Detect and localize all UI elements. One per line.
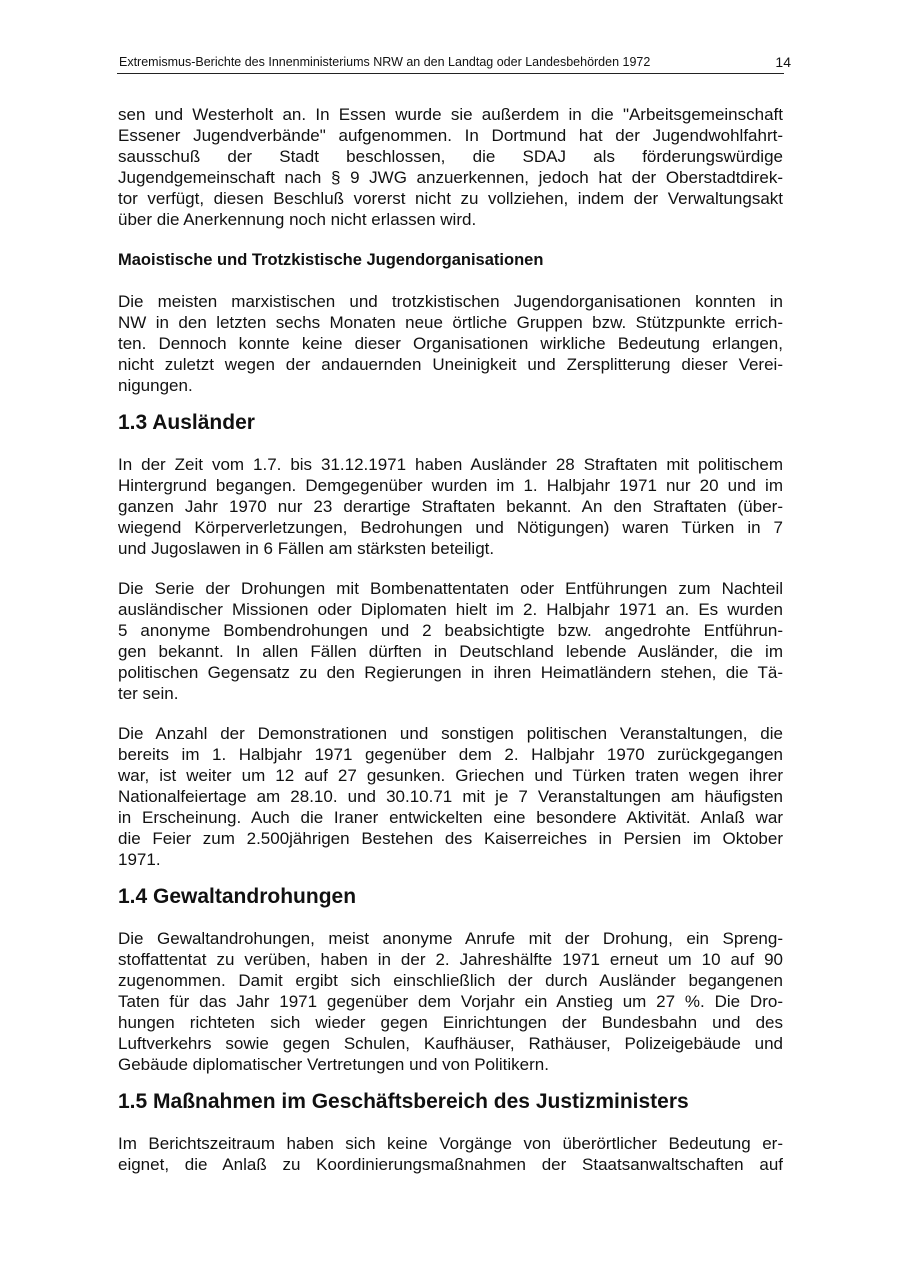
text-line: eignet, die Anlaß zu Koordinierungsmaßnahmen der Staatsanwaltschaften auf [118,1155,783,1174]
paragraph-threats-of-violence [118,928,783,1075]
text-line: in Erscheinung. Auch die Iraner entwickelten eine besondere Aktivität. Anlaß war [118,808,783,827]
text-line: Hintergrund begangen. Demgegenüber wurden im 1. Halbjahr 1971 nur 20 und im [118,476,783,495]
text-line: Die Anzahl der Demonstrationen und sonstigen politischen Veranstaltungen, die [118,724,783,743]
page-number: 14 [775,54,791,70]
header-title: Extremismus-Berichte des Innenministeriums NRW an den Landtag oder Landesbehörden 1972 [119,55,651,69]
text-line: war, ist weiter um 12 auf 27 gesunken. Griechen und Türken traten wegen ihrer [118,766,783,785]
text-line: ten. Dennoch konnte keine dieser Organisationen wirkliche Bedeutung erlangen, [118,334,783,353]
text-line: bereits im 1. Halbjahr 1971 gegenüber dem 2. Halbjahr 1970 zurückgegangen [118,745,783,764]
text-line: ausländischer Missionen oder Diplomaten hielt im 2. Halbjahr 1971 an. Es wurden [118,600,783,619]
text-line: Die Serie der Drohungen mit Bombenattentaten oder Entführungen zum Nachteil [118,579,783,598]
text-line: 5 anonyme Bombendrohungen und 2 beabsichtigte bzw. angedrohte Entführun- [118,621,783,640]
text-line: nicht zuletzt wegen der andauernden Uneinigkeit und Zersplitterung dieser Verei- [118,355,783,374]
text-line: wiegend Körperverletzungen, Bedrohungen und Nötigungen) waren Türken in 7 [118,518,783,537]
paragraph-sdaj-recognition [118,104,783,230]
section-heading-1-3: 1.3 Ausländer [118,411,255,434]
paragraph-demonstrations [118,723,783,870]
subheading-maoist-trotskyist: Maoistische und Trotzkistische Jugendorganisationen [118,251,544,269]
text-line: nigungen. [118,376,193,395]
text-line: Jugendgemeinschaft nach § 9 JWG anzuerkennen, jedoch hat der Oberstadtdirek- [118,168,783,187]
text-line: Luftverkehrs sowie gegen Schulen, Kaufhäuser, Rathäuser, Polizeigebäude und [118,1034,783,1053]
text-line: In der Zeit vom 1.7. bis 31.12.1971 haben Ausländer 28 Straftaten mit politischem [118,455,783,474]
text-line: sen und Westerholt an. In Essen wurde sie außerdem in die "Arbeitsgemeinschaft [118,105,783,124]
paragraph-youth-organisations [118,291,783,396]
section-heading-1-5: 1.5 Maßnahmen im Geschäftsbereich des Justizministers [118,1090,689,1113]
text-line: und Jugoslawen in 6 Fällen am stärksten beteiligt. [118,539,495,558]
text-line: Nationalfeiertage am 28.10. und 30.10.71 mit je 7 Veranstaltungen am häufigsten [118,787,783,806]
text-line: hungen richteten sich wieder gegen Einrichtungen der Bundesbahn und des [118,1013,783,1032]
text-line: ter sein. [118,684,179,703]
text-line: 1971. [118,850,161,869]
text-line: ganzen Jahr 1970 nur 23 derartige Straftaten bekannt. An den Straftaten (über- [118,497,783,516]
text-line: Essener Jugendverbände" aufgenommen. In Dortmund hat der Jugendwohlfahrt- [118,126,783,145]
text-line: Gebäude diplomatischer Vertretungen und von Politikern. [118,1055,549,1074]
text-line: politischen Gegensatz zu den Regierungen in ihren Heimatländern stehen, die Tä- [118,663,783,682]
running-header [117,53,791,74]
text-line: Im Berichtszeitraum haben sich keine Vorgänge von überörtlicher Bedeutung er- [118,1134,783,1153]
text-line: zugenommen. Damit ergibt sich einschließlich der durch Ausländer begangenen [118,971,783,990]
paragraph-justice-ministry [118,1133,783,1175]
text-line: NW in den letzten sechs Monaten neue örtliche Gruppen bzw. Stützpunkte errich- [118,313,783,332]
page-content [118,104,783,1175]
text-line: über die Anerkennung noch nicht erlassen wird. [118,210,477,229]
text-line: Die Gewaltandrohungen, meist anonyme Anrufe mit der Drohung, ein Spreng- [118,929,783,948]
text-line: die Feier zum 2.500jährigen Bestehen des Kaiserreiches in Persien im Oktober [118,829,783,848]
text-line: gen bekannt. In allen Fällen dürften in Deutschland lebende Ausländer, die im [118,642,783,661]
text-line: stoffattentat zu verüben, haben in der 2. Jahreshälfte 1971 erneut um 10 auf 90 [118,950,783,969]
section-heading-1-4: 1.4 Gewaltandrohungen [118,885,357,908]
text-line: Taten für das Jahr 1971 gegenüber dem Vorjahr ein Anstieg um 27 %. Die Dro- [118,992,783,1011]
text-line: sausschuß der Stadt beschlossen, die SDAJ als förderungswürdige [118,147,783,166]
paragraph-bomb-threats [118,578,783,704]
paragraph-foreigners-offences [118,454,783,559]
text-line: tor verfügt, diesen Beschluß vorerst nicht zu vollziehen, indem der Verwaltungsakt [118,189,783,208]
text-line: Die meisten marxistischen und trotzkistischen Jugendorganisationen konnten in [118,292,783,311]
